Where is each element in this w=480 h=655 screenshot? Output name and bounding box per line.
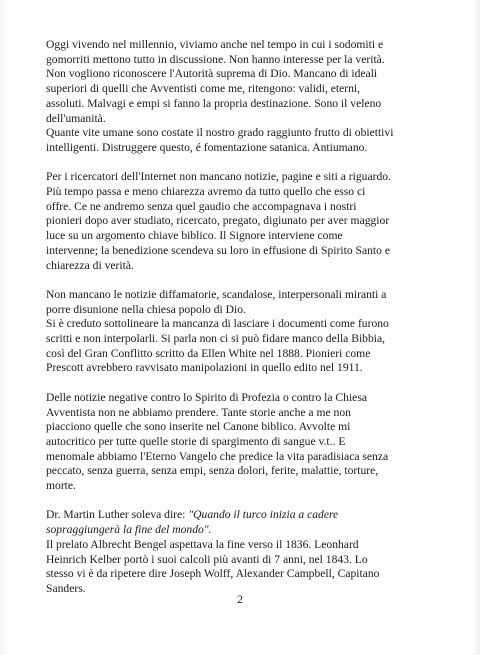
text-line: Non mancano le notizie diffamatorie, scandalose, interpersonali miranti a (46, 287, 387, 301)
text-line: superiori di quelli che Avventisti come me, ritengono: validi, eterni, (46, 82, 361, 96)
text-line: pionieri dopo aver studiato, ricercato, pregato, digiunato per aver maggior (46, 214, 390, 228)
text-line: peccato, senza guerra, senza empi, senza dolori, ferite, malattie, torture, (46, 464, 379, 478)
text-line: autocritico per tutte quelle storie di spargimento di sangue v.t.. E (46, 434, 346, 448)
text-line: Non vogliono riconoscere l'Autorità suprema di Dio. Mancano di ideali (46, 67, 378, 81)
paragraph-4 (46, 391, 430, 494)
text-line: Per i ricercatori dell'Internet non mancano notizie, pagine e siti a riguardo. (46, 170, 391, 184)
text-line: Più tempo passa e meno chiarezza avremo da tutto quello che esso ci (46, 185, 366, 199)
text-line: Il prelato Albrecht Bengel aspettava la fine verso il 1836. Leonhard (46, 537, 359, 551)
text-line: menomale abbiamo l'Eterno Vangelo che predice la vita paradisiaca senza (46, 449, 389, 463)
luther-quote-part-1: "Quando il turco inizia a cadere (188, 508, 339, 522)
page-number: 2 (237, 592, 243, 606)
text-line: Quante vite umane sono costate il nostro grado raggiunto frutto di obiettivi (46, 126, 394, 140)
luther-line (46, 508, 430, 523)
text-line: morte. (46, 479, 76, 493)
text-line: luce su un argomento chiave biblico. Il Signore interviene come (46, 229, 343, 243)
text-line: così del Gran Conflitto scritto da Ellen White nel 1888. Pionieri come (46, 346, 371, 360)
luther-quote-part-2: sopraggiungerà la fine del mondo". (46, 523, 212, 537)
text-line: Avventista non ne abbiamo prendere. Tante storie anche a me non (46, 405, 351, 419)
text-line: porre disunione nella chiesa popolo di Dio. (46, 302, 246, 316)
paragraph-5 (46, 508, 430, 596)
text-line: stesso vi è da ripetere dire Joseph Wolff, Alexander Campbell, Capitano (46, 567, 380, 581)
text-line: chiarezza di verità. (46, 258, 134, 272)
text-line: gomorriti mettono tutto in discussione. Non hanno interesse per la verità. (46, 52, 385, 66)
body-text (46, 38, 430, 611)
text-line: assoluti. Malvagi e empi si fanno la propria destinazione. Sono il veleno (46, 96, 382, 110)
text-line: scritti e non interpolarli. Si parla non ci si può fidare manco della Bibbia, (46, 332, 386, 346)
text-line: Delle notizie negative contro lo Spirito di Profezia o contro la Chiesa (46, 390, 367, 404)
text-line: Si è creduto sottolineare la mancanza di lasciare i documenti come furono (46, 317, 389, 331)
text-line: dell'umanità. (46, 111, 106, 125)
text-line: Oggi vivendo nel millennio, viviamo anche nel tempo in cui i sodomiti e (46, 38, 384, 51)
text-line: piacciono quelle che sono inserite nel Canone biblico. Avvolte mi (46, 420, 351, 434)
text-line: Heinrich Kelber portò i suoi calcoli più avanti di 7 anni, nel 1843. Lo (46, 552, 368, 566)
text-line: Sanders. (46, 581, 86, 595)
paragraph-2 (46, 170, 430, 273)
text-line: intervenne; la benedizione scendeva su loro in effusione di Spirito Santo e (46, 243, 390, 257)
paragraph-1 (46, 38, 430, 156)
text-line: intelligenti. Distruggere questo, é fomentazione satanica. Antiumano. (46, 140, 368, 154)
text-line: offre. Ce ne andremo senza quel gaudio che accompagnava i nostri (46, 199, 357, 213)
luther-intro: Dr. Martin Luther soleva dire: (46, 508, 189, 522)
text-line: Prescott avrebbero ravvisato manipolazioni in quello edito nel 1911. (46, 361, 363, 375)
paragraph-3 (46, 288, 430, 376)
